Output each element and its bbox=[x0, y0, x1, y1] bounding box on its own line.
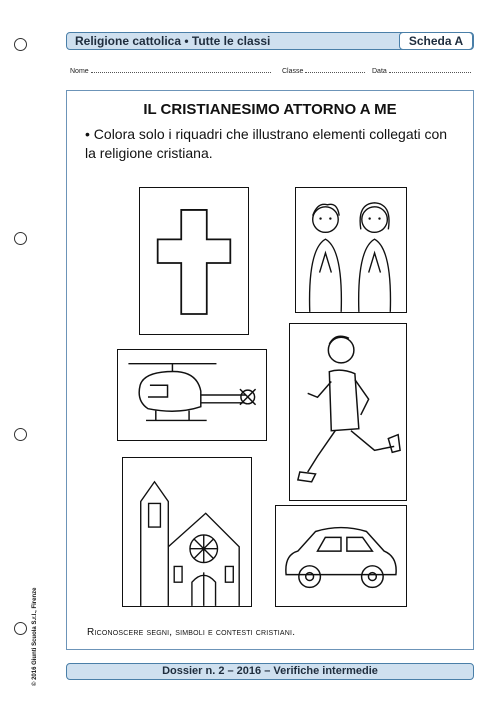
binder-hole-1 bbox=[14, 38, 27, 51]
class-field bbox=[282, 66, 365, 75]
header-title: Religione cattolica • Tutte le classi bbox=[75, 34, 271, 48]
picture-helicopter[interactable] bbox=[117, 349, 267, 441]
picture-cross[interactable] bbox=[139, 187, 249, 335]
church-icon bbox=[123, 458, 251, 606]
footer-bar: Dossier n. 2 – 2016 – Verifiche intermedie bbox=[66, 663, 474, 680]
picture-car[interactable] bbox=[275, 505, 407, 607]
helicopter-icon bbox=[118, 350, 266, 440]
name-label: Nome bbox=[70, 68, 89, 75]
runner-icon bbox=[290, 324, 406, 500]
learning-objective-note: Riconoscere segni, simboli e contesti cristiani. bbox=[87, 627, 296, 638]
date-field bbox=[372, 66, 471, 75]
exercise-instruction: • Colora solo i riquadri che illustrano elementi collegati con la religione cristiana. bbox=[85, 126, 448, 161]
class-label: Classe bbox=[282, 68, 304, 75]
copyright-note: © 2016 Giunti Scuola S.r.l., Firenze bbox=[32, 587, 38, 686]
picture-praying-children[interactable] bbox=[295, 187, 407, 313]
binder-hole-3 bbox=[14, 428, 27, 441]
binder-hole-2 bbox=[14, 232, 27, 245]
name-field bbox=[70, 66, 271, 75]
sheet-label: Scheda A bbox=[399, 32, 473, 50]
binder-hole-4 bbox=[14, 622, 27, 635]
car-icon bbox=[276, 506, 406, 606]
picture-runner[interactable] bbox=[289, 323, 407, 501]
picture-church[interactable] bbox=[122, 457, 252, 607]
header-bar bbox=[66, 32, 474, 50]
praying-children-icon bbox=[296, 188, 406, 312]
date-label: Data bbox=[372, 68, 387, 75]
exercise-title: IL CRISTIANESIMO ATTORNO A ME bbox=[143, 101, 397, 118]
exercise-frame bbox=[66, 90, 474, 650]
cross-icon bbox=[140, 188, 248, 334]
